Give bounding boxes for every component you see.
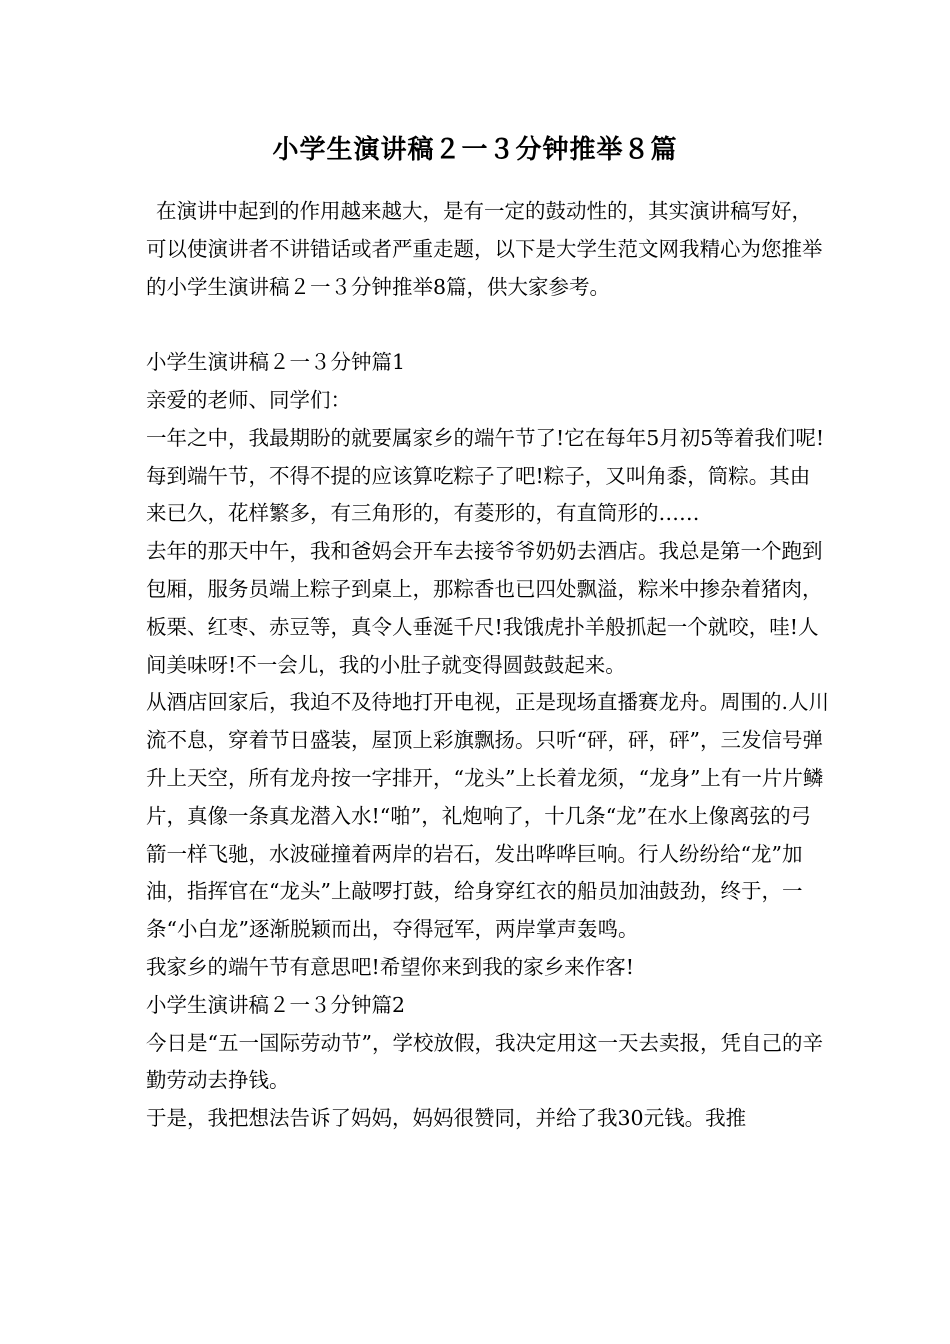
body-paragraph: 于是，我把想法告诉了妈妈，妈妈很赞同，并给了我30元钱。我推 bbox=[146, 1106, 747, 1131]
section-heading: 小学生演讲稿２一３分钟篇1 bbox=[146, 350, 406, 375]
body-paragraph: 从酒店回家后，我迫不及待地打开电视，正是现场直播赛龙舟。周围的.人川流不息，穿着节日盛装，屋顶上彩旗飘扬。只听“砰，砰，砰”，三发信号弹升上天空，所有龙舟按一字排开，“龙头”上长着龙须，“龙身”上有一片片鳞片，真像一条真龙潜入水!“啪”，礼炮响了，十几条“龙”在水上像离弦的弓箭一样飞驰，水波碰撞着两岸的岩石，发出哗哗巨响。行人纷纷给“龙”加油，指挥官在“龙头”上敲啰打鼓，给身穿红衣的船员加油鼓劲，终于，一条“小白龙”逐渐脱颖而出，夺得冠军，两岸掌声轰鸣。 bbox=[146, 690, 830, 942]
body-paragraph: 今日是“五一国际劳动节”，学校放假，我决定用这一天去卖报，凭自己的辛勤劳动去挣钱。 bbox=[146, 1030, 823, 1093]
document-body bbox=[146, 193, 830, 1138]
salutation: 亲爱的老师、同学们： bbox=[146, 387, 351, 412]
document-title: 小学生演讲稿２一３分钟推举８篇 bbox=[272, 135, 678, 165]
body-paragraph: 每到端午节，不得不提的应该算吃粽子了吧!粽子，又叫角黍，筒粽。其由来已久，花样繁多，有三角形的，有菱形的，有直筒形的…… bbox=[146, 463, 811, 526]
intro-paragraph: 在演讲中起到的作用越来越大，是有一定的鼓动性的，其实演讲稿写好，可以使演讲者不讲错话或者严重走题，以下是大学生范文网我精心为您推举的小学生演讲稿２一３分钟推举8篇，供大家参考。 bbox=[146, 199, 823, 299]
section-heading: 小学生演讲稿２一３分钟篇2 bbox=[146, 992, 406, 1017]
body-paragraph: 一年之中，我最期盼的就要属家乡的端午节了!它在每年5月初5等着我们呢! bbox=[146, 425, 825, 450]
body-paragraph: 去年的那天中午，我和爸妈会开车去接爷爷奶奶去酒店。我总是第一个跑到包厢，服务员端上粽子到桌上，那粽香也已四处飘溢，粽米中掺杂着猪肉，板栗、红枣、赤豆等，真令人垂涎千尺!我饿虎扑羊般抓起一个就咬，哇!人间美味呀!不一会儿，我的小肚子就变得圆鼓鼓起来。 bbox=[146, 539, 823, 677]
body-paragraph: 我家乡的端午节有意思吧!希望你来到我的家乡来作客! bbox=[146, 954, 634, 979]
